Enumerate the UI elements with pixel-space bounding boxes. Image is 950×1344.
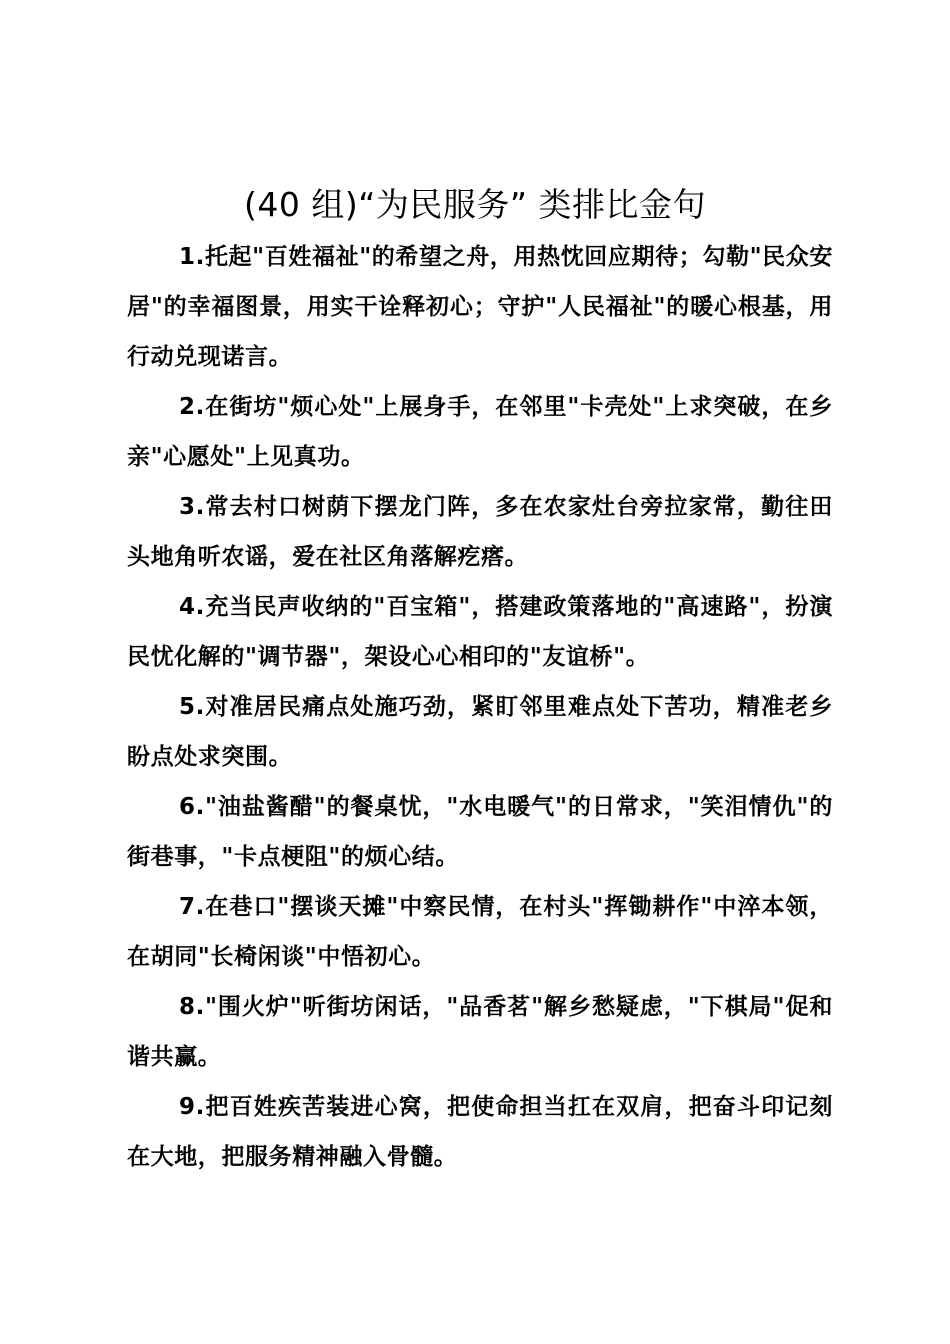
paragraph-3: 3.常去村口树荫下摆龙门阵，多在农家灶台旁拉家常，勤往田头地角听农谣，爱在社区角落解疙瘩。 — [127, 494, 833, 570]
paragraph-6: 6."油盐酱醋"的餐桌忧，"水电暖气"的日常求，"笑泪情仇"的街巷事，"卡点梗阻"的烦心结。 — [127, 794, 833, 870]
paragraph-4: 4.充当民声收纳的"百宝箱"，搭建政策落地的"高速路"，扮演民忧化解的"调节器"，架设心心相印的"友谊桥"。 — [127, 594, 833, 670]
paragraph-5: 5.对准居民痛点处施巧劲，紧盯邻里难点处下苦功，精准老乡盼点处求突围。 — [127, 694, 833, 770]
paragraph-7: 7.在巷口"摆谈天摊"中察民情，在村头"挥锄耕作"中淬本领，在胡同"长椅闲谈"中悟初心。 — [127, 894, 833, 970]
paragraph-1: 1.托起"百姓福祉"的希望之舟，用热忱回应期待；勾勒"民众安居"的幸福图景，用实干诠释初心；守护"人民福祉"的暖心根基，用行动兑现诺言。 — [127, 244, 833, 370]
document-body — [127, 232, 833, 1182]
document-title: (40 组)“为民服务” 类排比金句 — [244, 185, 706, 224]
paragraph-9: 9.把百姓疾苦装进心窝，把使命担当扛在双肩，把奋斗印记刻在大地，把服务精神融入骨髓。 — [127, 1094, 833, 1170]
paragraph-2: 2.在街坊"烦心处"上展身手，在邻里"卡壳处"上求突破，在乡亲"心愿处"上见真功。 — [127, 394, 833, 470]
paragraph-8: 8."围火炉"听街坊闲话，"品香茗"解乡愁疑虑，"下棋局"促和谐共赢。 — [127, 994, 833, 1070]
